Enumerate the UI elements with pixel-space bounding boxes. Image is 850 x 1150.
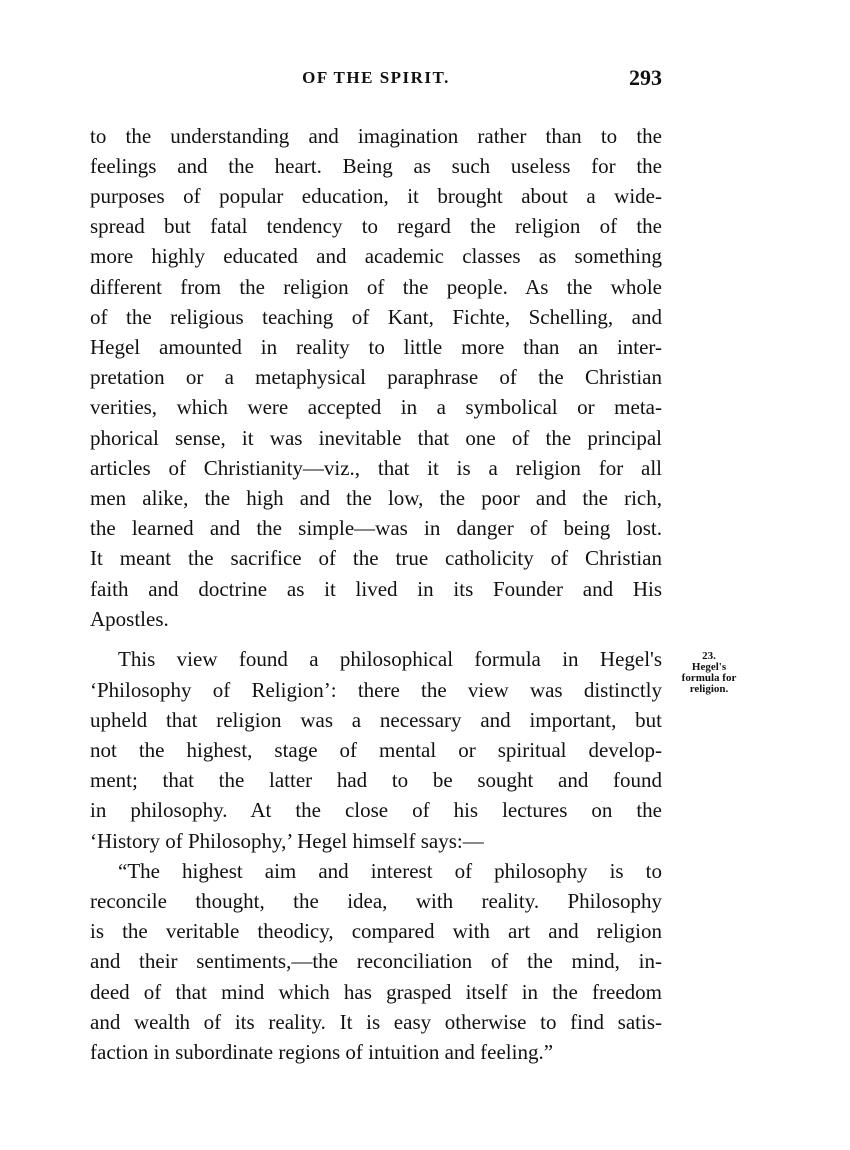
quote-line: deed of that mind which has grasped itself in the freedom [90, 980, 662, 1004]
body-line: ment; that the latter had to be sought and found [90, 768, 662, 792]
margin-note-line: Hegel's [691, 661, 727, 673]
margin-note-number: 23. [702, 650, 716, 662]
quote-line: reconcile thought, the idea, with reality. Philosophy [90, 889, 662, 913]
body-line: ‘Philosophy of Religion’: there the view was distinctly [90, 678, 662, 702]
page-number: 293 [629, 65, 662, 90]
body-line: purposes of popular education, it brought about a wide- [90, 184, 662, 208]
running-title: OF THE SPIRIT. [302, 68, 450, 87]
quote-line: “The highest aim and interest of philosophy is to [118, 859, 662, 883]
quote-line: is the veritable theodicy, compared with art and religion [90, 919, 662, 943]
body-line: articles of Christianity—viz., that it is a religion for all [90, 456, 662, 480]
body-line: verities, which were accepted in a symbolical or meta- [90, 395, 662, 419]
body-line: feelings and the heart. Being as such useless for the [90, 154, 662, 178]
margin-note-line: formula for [681, 672, 737, 684]
body-line: of the religious teaching of Kant, Fichte, Schelling, and [90, 305, 662, 329]
body-line: upheld that religion was a necessary and important, but [90, 708, 662, 732]
body-line: It meant the sacrifice of the true catholicity of Christian [90, 546, 662, 570]
body-line: Hegel amounted in reality to little more than an inter- [90, 335, 662, 359]
margin-note [664, 651, 754, 695]
body-line: ‘History of Philosophy,’ Hegel himself says:— [90, 829, 484, 853]
body-line: in philosophy. At the close of his lectures on the [90, 798, 662, 822]
quote-line: faction in subordinate regions of intuition and feeling.” [90, 1040, 554, 1064]
body-line: This view found a philosophical formula in Hegel's [118, 647, 662, 671]
body-line: Apostles. [90, 607, 169, 631]
quote-line: and their sentiments,—the reconciliation of the mind, in- [90, 949, 662, 973]
body-line: phorical sense, it was inevitable that one of the principal [90, 426, 662, 450]
body-line: spread but fatal tendency to regard the religion of the [90, 214, 662, 238]
body-line: pretation or a metaphysical paraphrase of the Christian [90, 365, 662, 389]
body-line: different from the religion of the people. As the whole [90, 275, 662, 299]
running-head [90, 65, 662, 96]
body-line: the learned and the simple—was in danger of being lost. [90, 516, 662, 540]
body-line: faith and doctrine as it lived in its Founder and His [90, 577, 662, 601]
quote-line: and wealth of its reality. It is easy otherwise to find satis- [90, 1010, 662, 1034]
margin-note-line: religion. [689, 683, 729, 695]
body-line: not the highest, stage of mental or spiritual develop- [90, 738, 662, 762]
body-line: to the understanding and imagination rather than to the [90, 124, 662, 148]
body-line: men alike, the high and the low, the poor and the rich, [90, 486, 662, 510]
body-line: more highly educated and academic classes as something [90, 244, 662, 268]
